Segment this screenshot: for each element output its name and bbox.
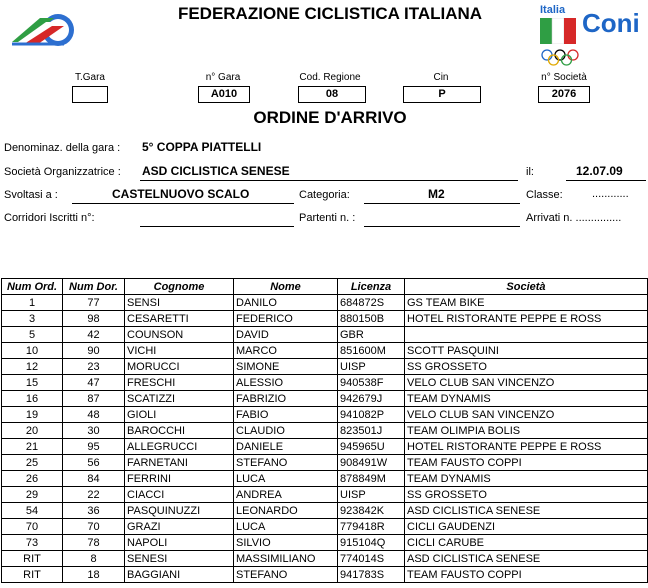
cell-num-ord: 16 (2, 391, 63, 407)
categoria-underline (364, 203, 520, 204)
cell-licenza: 774014S (338, 551, 405, 567)
table-row (2, 439, 648, 455)
table-row (2, 359, 648, 375)
cell-cognome: BAROCCHI (125, 423, 234, 439)
cell-licenza: UISP (338, 359, 405, 375)
cell-num-dor: 22 (63, 487, 125, 503)
cell-nome: MARCO (234, 343, 338, 359)
cell-societa: GS TEAM BIKE (405, 295, 648, 311)
col-num-ord: Num Ord. (2, 279, 63, 295)
col-num-dor: Num Dor. (63, 279, 125, 295)
cell-num-dor: 87 (63, 391, 125, 407)
cell-licenza: 851600M (338, 343, 405, 359)
table-row (2, 455, 648, 471)
cell-num-ord: 5 (2, 327, 63, 343)
cell-num-ord: 54 (2, 503, 63, 519)
cell-cognome: GRAZI (125, 519, 234, 535)
tgara-label: T.Gara (74, 72, 105, 83)
cell-num-dor: 98 (63, 311, 125, 327)
cell-nome: ALESSIO (234, 375, 338, 391)
cell-nome: STEFANO (234, 567, 338, 583)
cin-field[interactable]: P (403, 86, 481, 103)
cell-societa: TEAM FAUSTO COPPI (405, 567, 648, 583)
cell-cognome: COUNSON (125, 327, 234, 343)
cell-societa (405, 327, 648, 343)
cell-nome: FABIO (234, 407, 338, 423)
cell-num-dor: 70 (63, 519, 125, 535)
cell-nome: FABRIZIO (234, 391, 338, 407)
table-row (2, 471, 648, 487)
cell-num-ord: 73 (2, 535, 63, 551)
cell-num-dor: 23 (63, 359, 125, 375)
cell-num-ord: RIT (2, 567, 63, 583)
cell-nome: FEDERICO (234, 311, 338, 327)
cell-nome: SILVIO (234, 535, 338, 551)
cell-societa: SCOTT PASQUINI (405, 343, 648, 359)
denominaz-label: Denominaz. della gara : (4, 142, 121, 154)
cell-num-dor: 47 (63, 375, 125, 391)
cell-num-dor: 56 (63, 455, 125, 471)
cell-num-ord: RIT (2, 551, 63, 567)
coni-logo-small-text: Italia (540, 4, 566, 16)
cell-nome: LUCA (234, 471, 338, 487)
cell-cognome: SENESI (125, 551, 234, 567)
cell-num-ord: 25 (2, 455, 63, 471)
cell-cognome: ALLEGRUCCI (125, 439, 234, 455)
cell-nome: CLAUDIO (234, 423, 338, 439)
cell-num-dor: 78 (63, 535, 125, 551)
cell-societa: TEAM OLIMPIA BOLIS (405, 423, 648, 439)
col-nome: Nome (234, 279, 338, 295)
societa-underline (140, 180, 518, 181)
il-underline (566, 180, 646, 181)
cell-societa: TEAM DYNAMIS (405, 391, 648, 407)
cell-cognome: SENSI (125, 295, 234, 311)
tgara-field[interactable] (72, 86, 108, 103)
cell-societa: SS GROSSETO (405, 487, 648, 503)
cell-licenza: 684872S (338, 295, 405, 311)
cell-licenza: 878849M (338, 471, 405, 487)
cell-cognome: SCATIZZI (125, 391, 234, 407)
cell-societa: SS GROSSETO (405, 359, 648, 375)
table-row (2, 535, 648, 551)
societa-label: Società Organizzatrice : (4, 166, 121, 178)
cell-num-dor: 18 (63, 567, 125, 583)
italy-flag-icon (540, 18, 576, 44)
table-row (2, 391, 648, 407)
societa-value: ASD CICLISTICA SENESE (142, 164, 290, 178)
cell-nome: ANDREA (234, 487, 338, 503)
cell-num-dor: 95 (63, 439, 125, 455)
cell-licenza: 940538F (338, 375, 405, 391)
categoria-value: M2 (428, 187, 445, 201)
table-row (2, 311, 648, 327)
results-table (1, 278, 648, 583)
cell-licenza: 915104Q (338, 535, 405, 551)
svoltasi-label: Svoltasi a : (4, 189, 58, 201)
cell-licenza: GBR (338, 327, 405, 343)
cin-label: Cin (433, 72, 449, 83)
cell-societa: ASD CICLISTICA SENESE (405, 503, 648, 519)
cell-cognome: CESARETTI (125, 311, 234, 327)
cell-cognome: FERRINI (125, 471, 234, 487)
cell-num-dor: 30 (63, 423, 125, 439)
table-row (2, 343, 648, 359)
cell-num-ord: 26 (2, 471, 63, 487)
cell-nome: DAVID (234, 327, 338, 343)
cell-cognome: FARNETANI (125, 455, 234, 471)
cell-cognome: VICHI (125, 343, 234, 359)
cell-licenza: 942679J (338, 391, 405, 407)
cell-num-dor: 48 (63, 407, 125, 423)
cell-cognome: CIACCI (125, 487, 234, 503)
cell-nome: MASSIMILIANO (234, 551, 338, 567)
cell-num-ord: 70 (2, 519, 63, 535)
cell-licenza: 908491W (338, 455, 405, 471)
classe-label: Classe: (526, 189, 563, 201)
cell-num-ord: 19 (2, 407, 63, 423)
cell-num-ord: 20 (2, 423, 63, 439)
cell-licenza: 945965U (338, 439, 405, 455)
denominaz-value: 5° COPPA PIATTELLI (142, 140, 262, 154)
cell-societa: VELO CLUB SAN VINCENZO (405, 407, 648, 423)
ngara-field[interactable]: A010 (198, 86, 250, 103)
cell-cognome: GIOLI (125, 407, 234, 423)
cell-num-dor: 36 (63, 503, 125, 519)
cell-num-dor: 77 (63, 295, 125, 311)
nsocieta-field[interactable]: 2076 (538, 86, 590, 103)
svoltasi-underline (72, 203, 294, 204)
cell-societa: CICLI CARUBE (405, 535, 648, 551)
cod-regione-label: Cod. Regione (299, 72, 361, 83)
cell-cognome: PASQUINUZZI (125, 503, 234, 519)
corridori-underline (140, 226, 294, 227)
partenti-label: Partenti n. : (299, 212, 356, 224)
cell-nome: SIMONE (234, 359, 338, 375)
page-title: FEDERAZIONE CICLISTICA ITALIANA (177, 4, 483, 23)
cell-num-ord: 1 (2, 295, 63, 311)
table-row (2, 407, 648, 423)
partenti-underline (364, 226, 520, 227)
table-row (2, 503, 648, 519)
cell-licenza: 923842K (338, 503, 405, 519)
table-row (2, 551, 648, 567)
olympic-rings-icon (540, 48, 580, 68)
cell-nome: DANILO (234, 295, 338, 311)
cell-num-ord: 10 (2, 343, 63, 359)
table-row (2, 375, 648, 391)
table-row (2, 519, 648, 535)
cell-nome: STEFANO (234, 455, 338, 471)
cell-num-ord: 3 (2, 311, 63, 327)
corridori-label: Corridori Iscritti n°: (4, 212, 95, 224)
cell-cognome: MORUCCI (125, 359, 234, 375)
cell-nome: LEONARDO (234, 503, 338, 519)
il-value: 12.07.09 (576, 164, 623, 178)
cell-societa: VELO CLUB SAN VINCENZO (405, 375, 648, 391)
cell-societa: ASD CICLISTICA SENESE (405, 551, 648, 567)
svoltasi-value: CASTELNUOVO SCALO (112, 187, 250, 201)
cell-licenza: 823501J (338, 423, 405, 439)
col-cognome: Cognome (125, 279, 234, 295)
cell-num-dor: 84 (63, 471, 125, 487)
ngara-label: n° Gara (205, 72, 241, 83)
cod-regione-field[interactable]: 08 (298, 86, 366, 103)
coni-logo (538, 4, 646, 70)
table-row (2, 295, 648, 311)
cell-num-ord: 12 (2, 359, 63, 375)
cell-nome: LUCA (234, 519, 338, 535)
il-label: il: (526, 166, 534, 178)
cell-licenza: 941082P (338, 407, 405, 423)
classe-dots: ............ (592, 188, 629, 200)
arrivati-label: Arrivati n. ............... (526, 212, 622, 224)
cell-licenza: UISP (338, 487, 405, 503)
cell-licenza: 779418R (338, 519, 405, 535)
nsocieta-label: n° Società (541, 72, 587, 83)
cell-num-ord: 29 (2, 487, 63, 503)
cell-num-dor: 42 (63, 327, 125, 343)
cell-licenza: 880150B (338, 311, 405, 327)
fci-logo (10, 12, 74, 48)
cell-cognome: NAPOLI (125, 535, 234, 551)
cell-societa: CICLI GAUDENZI (405, 519, 648, 535)
cell-num-dor: 8 (63, 551, 125, 567)
cell-cognome: FRESCHI (125, 375, 234, 391)
cell-num-ord: 21 (2, 439, 63, 455)
report-title: ORDINE D'ARRIVO (253, 108, 407, 127)
cell-nome: DANIELE (234, 439, 338, 455)
categoria-label: Categoria: (299, 189, 350, 201)
table-row (2, 327, 648, 343)
cell-cognome: BAGGIANI (125, 567, 234, 583)
cell-societa: HOTEL RISTORANTE PEPPE E ROSS (405, 439, 648, 455)
cell-societa: TEAM DYNAMIS (405, 471, 648, 487)
table-row (2, 423, 648, 439)
table-header-row (2, 279, 648, 295)
coni-logo-text: Coni (582, 8, 640, 38)
cell-licenza: 941783S (338, 567, 405, 583)
cell-num-ord: 15 (2, 375, 63, 391)
col-licenza: Licenza (338, 279, 405, 295)
cell-societa: TEAM FAUSTO COPPI (405, 455, 648, 471)
cell-societa: HOTEL RISTORANTE PEPPE E ROSS (405, 311, 648, 327)
table-row (2, 567, 648, 583)
table-row (2, 487, 648, 503)
cell-num-dor: 90 (63, 343, 125, 359)
col-societa: Società (405, 279, 648, 295)
